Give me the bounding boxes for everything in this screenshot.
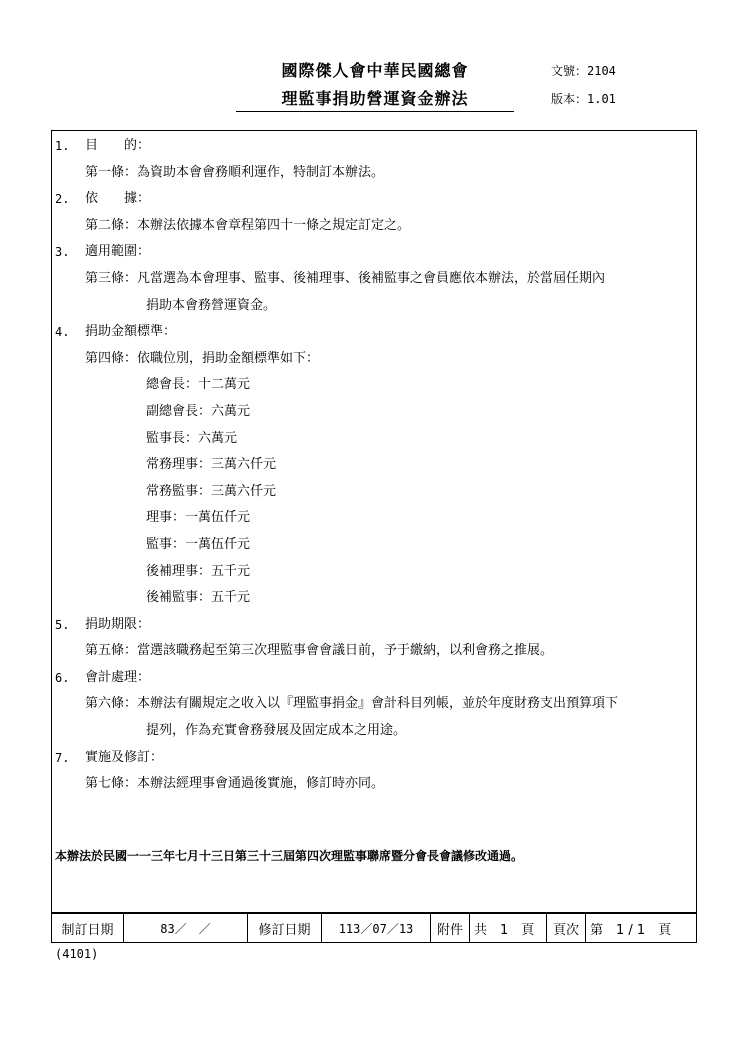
amount-item: 理事：一萬伍仟元 [146, 510, 251, 526]
section-number: 6. [55, 670, 70, 685]
document-version: 版本：1.01 [551, 92, 616, 106]
created-date-label: 制訂日期 [52, 914, 124, 943]
section-heading [55, 615, 695, 642]
article-text: 第六條：本辦法有關規定之收入以『理監事捐金』會計科目列帳，並於年度財務支出預算項下 [85, 696, 619, 712]
created-date-value: 83／ ／ [124, 914, 248, 943]
section-heading [55, 748, 695, 775]
article-text: 第四條：依職位別，捐助金額標準如下： [85, 350, 320, 366]
amount-item: 監事：一萬伍仟元 [146, 536, 251, 552]
page-label: 頁次 [547, 914, 586, 943]
section-title: 依 據： [85, 191, 151, 207]
amount-item: 副總會長：六萬元 [146, 403, 251, 419]
section-heading [55, 322, 695, 349]
document-title-line2: 理監事捐助營運資金辦法 [281, 89, 469, 108]
section-title: 實施及修訂： [85, 749, 164, 765]
article-text: 第七條：本辦法經理事會通過後實施，修訂時亦同。 [85, 776, 385, 792]
article-continuation: 提列，作為充實會務發展及固定成本之用途。 [146, 723, 407, 739]
section-number: 2. [55, 192, 70, 207]
section-number: 1. [55, 139, 70, 153]
article-text: 第二條：本辦法依據本會章程第四十一條之規定訂定之。 [85, 217, 411, 233]
section-heading [55, 242, 695, 269]
section-number: 7. [55, 750, 70, 765]
section-title: 目 的： [85, 138, 151, 153]
document-title-line1: 國際傑人會中華民國總會 [281, 61, 469, 80]
amount-item: 常務理事：三萬六仟元 [146, 457, 277, 473]
attachment-label: 附件 [431, 914, 470, 943]
amount-item: 常務監事：三萬六仟元 [146, 483, 277, 499]
amount-item: 監事長：六萬元 [146, 430, 238, 446]
document-info-table [51, 913, 697, 943]
section-title: 捐助期限： [85, 616, 151, 632]
amount-item: 總會長：十二萬元 [146, 377, 251, 393]
regulation-body [55, 136, 695, 801]
page-number: 第 1 / 1 頁 [586, 914, 697, 943]
section-number: 3. [55, 245, 70, 260]
section-number: 4. [55, 325, 70, 340]
approval-note: 本辦法於民國一一三年七月十三日第三十三屆第四次理監事聯席暨分會長會議修改通過。 [55, 849, 524, 863]
section-title: 會計處理： [85, 669, 151, 685]
article-text: 第一條：為資助本會會務順利運作，特制訂本辦法。 [85, 164, 385, 180]
article-text: 第三條：凡當選為本會理事、監事、後補理事、後補監事之會員應依本辦法，於當屆任期內 [85, 270, 606, 286]
section-title: 捐助金額標準： [85, 324, 177, 340]
section-number: 5. [55, 617, 70, 632]
section-heading [55, 136, 695, 163]
title-underline [236, 111, 514, 112]
form-code: (4101) [55, 947, 99, 961]
attachment-pages: 共 1 頁 [470, 914, 547, 943]
revised-date-label: 修訂日期 [248, 914, 322, 943]
section-title: 適用範圍： [85, 244, 151, 260]
article-text: 第五條：當選該職務起至第三次理監事會會議日前，予于繳納，以利會務之推展。 [85, 643, 554, 659]
section-heading [55, 189, 695, 216]
document-number: 文號：2104 [551, 64, 616, 78]
amount-item: 後補監事：五千元 [146, 590, 251, 606]
amount-item: 後補理事：五千元 [146, 563, 251, 579]
revised-date-value: 113／07／13 [322, 914, 431, 943]
section-heading [55, 668, 695, 695]
article-continuation: 捐助本會務營運資金。 [146, 297, 277, 313]
